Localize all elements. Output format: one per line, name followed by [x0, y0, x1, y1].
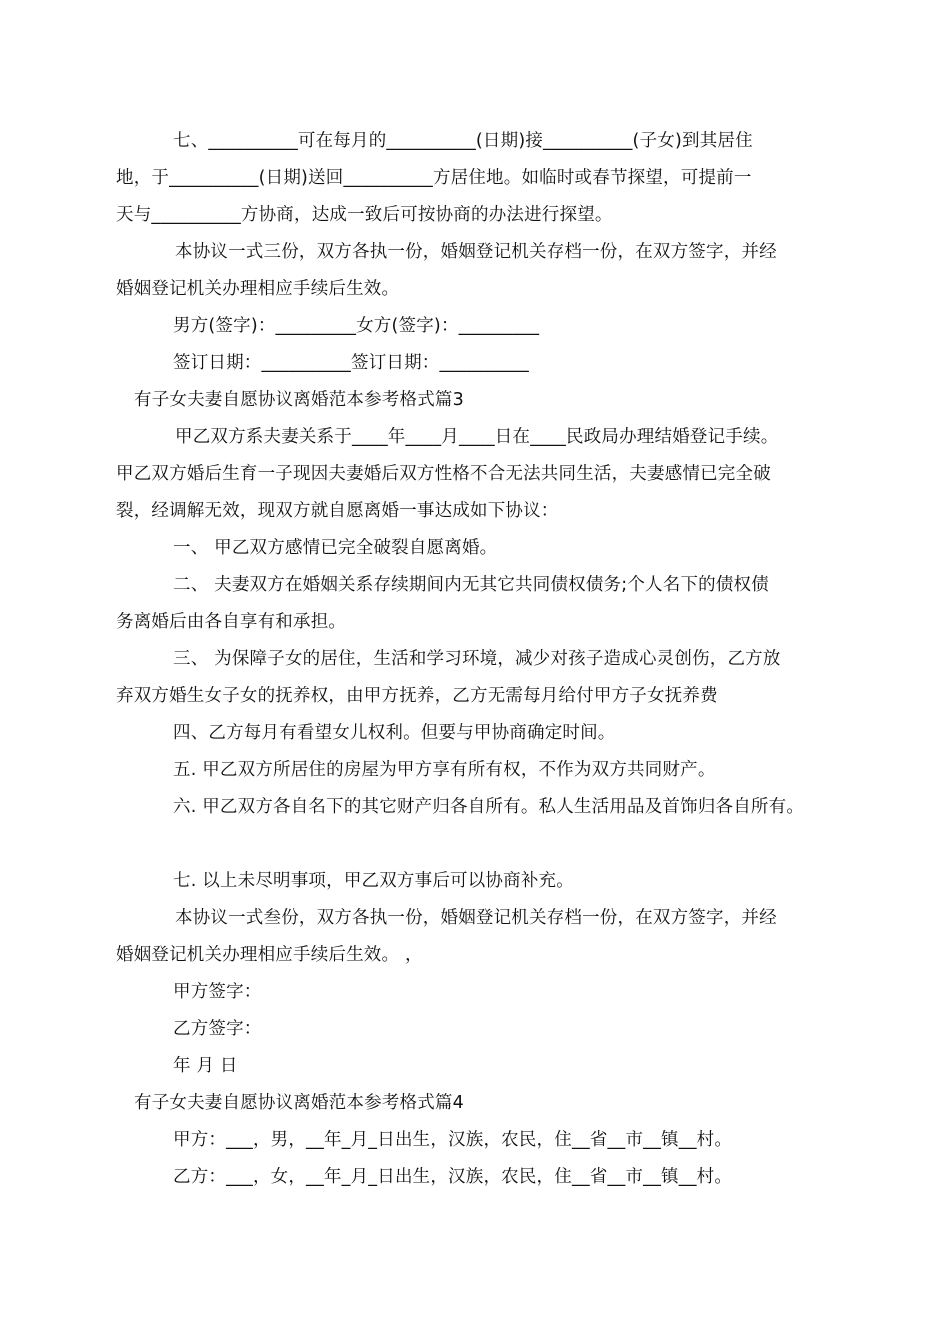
clause-line: 四、乙方每月有看望女儿权利。但要与甲协商确定时间。 — [173, 723, 616, 743]
paragraph-line: 本协议一式叁份，双方各执一份，婚姻登记机关存档一份，在双方签字，并经 — [175, 908, 777, 928]
paragraph-line: 婚姻登记机关办理相应手续后生效。 ， — [116, 945, 423, 965]
clause-line: 二、 夫妻双方在婚姻关系存续期间内无其它共同债权债务;个人名下的债权债 — [173, 575, 769, 595]
paragraph-line: 天与__________方协商，达成一致后可按协商的办法进行探望。 — [116, 205, 613, 225]
section-title: 有子女夫妻自愿协议离婚范本参考格式篇3 — [134, 390, 464, 410]
paragraph-line: 七、__________可在每月的__________(日期)接__________(子女)到其居住 — [173, 131, 753, 151]
party-line: 乙方：___，女，__年_月_日出生，汉族，农民，住__省__市__镇__村。 — [173, 1167, 733, 1187]
paragraph-line: 婚姻登记机关办理相应手续后生效。 — [116, 279, 400, 299]
clause-line: 三、 为保障子女的居住，生活和学习环境，减少对孩子造成心灵创伤，乙方放 — [173, 649, 781, 669]
clause-line: 六. 甲乙双方各自名下的其它财产归各自所有。私人生活用品及首饰归各自所有。 — [173, 797, 805, 817]
clause-line: 弃双方婚生女子女的抚养权，由甲方抚养，乙方无需每月给付甲方子女抚养费 — [116, 686, 718, 706]
clause-line: 五. 甲乙双方所居住的房屋为甲方享有所有权，不作为双方共同财产。 — [173, 760, 716, 780]
clause-line: 七. 以上未尽明事项，甲乙双方事后可以协商补充。 — [173, 871, 574, 891]
paragraph-line: 甲乙双方系夫妻关系于____年____月____日在____民政局办理结婚登记手续。 — [175, 427, 779, 447]
signature-line: 甲方签字： — [173, 982, 262, 1002]
clause-line: 一、 甲乙双方感情已完全破裂自愿离婚。 — [173, 538, 498, 558]
date-line: 年 月 日 — [173, 1056, 238, 1076]
signature-line: 男方(签字)：_________女方(签字)：_________ — [173, 316, 540, 336]
date-line: 签订日期：__________签订日期：__________ — [173, 353, 529, 373]
party-line: 甲方：___，男，__年_月_日出生，汉族，农民，住__省__市__镇__村。 — [173, 1130, 733, 1150]
clause-line: 务离婚后由各自享有和承担。 — [116, 612, 347, 632]
signature-line: 乙方签字： — [173, 1019, 262, 1039]
paragraph-line: 地，于__________(日期)送回__________方居住地。如临时或春节探望，可提前一 — [116, 168, 752, 188]
paragraph-line: 裂，经调解无效，现双方就自愿离婚一事达成如下协议： — [116, 501, 559, 521]
paragraph-line: 本协议一式三份，双方各执一份，婚姻登记机关存档一份，在双方签字，并经 — [175, 242, 777, 262]
paragraph-line: 甲乙双方婚后生育一子现因夫妻婚后双方性格不合无法共同生活，夫妻感情已完全破 — [116, 464, 771, 484]
section-title: 有子女夫妻自愿协议离婚范本参考格式篇4 — [134, 1093, 464, 1113]
